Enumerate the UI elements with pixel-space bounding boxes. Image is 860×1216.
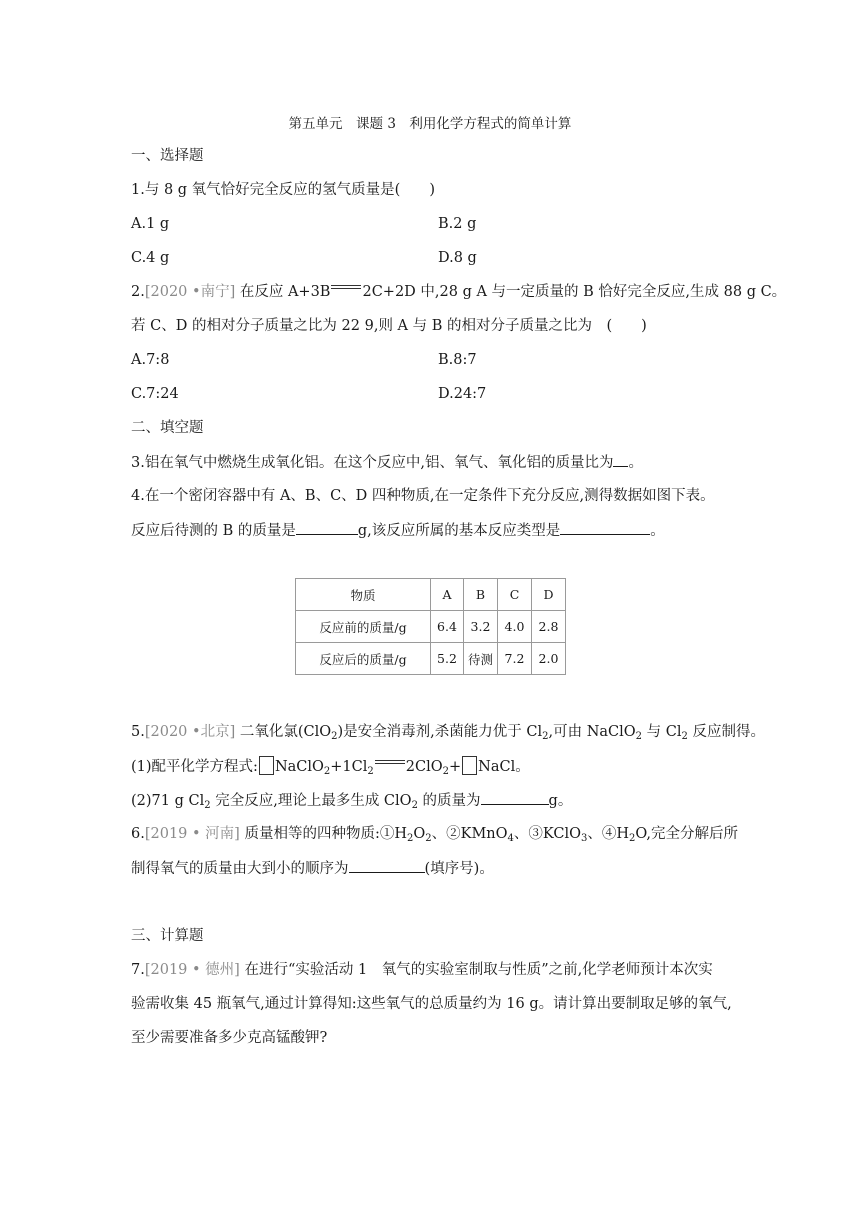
table-cell: 5.2 — [431, 643, 464, 675]
question-3-stem: 3.铝在氧气中燃烧生成氧化铝。在这个反应中,铝、氧气、氧化铝的质量比为 。 — [131, 452, 643, 473]
question-7-line3: 至少需要准备多少克高锰酸钾? — [131, 1030, 328, 1046]
section-heading-choice: 一、选择题 — [131, 148, 204, 164]
question-6-stem: 6.[2019 • 河南] 质量相等的四种物质$:①H_2O_2$、②KMnO$_4$、③KClO$_3$、$④H_2O$,完全分解后所 — [131, 826, 739, 844]
table-header-cell: A — [431, 579, 464, 611]
table-cell: 6.4 — [431, 611, 464, 643]
coefficient-box-2[interactable] — [462, 756, 477, 775]
table-row — [296, 611, 566, 643]
question-6-line2: 制得氧气的质量由大到小的顺序为 (填序号)。 — [131, 858, 494, 879]
question-7-line1: 7.[2019 • 德州] 在进行“实验活动 1 氧气的实验室制取与性质”之前,化学老师预计本次实 — [131, 962, 713, 978]
q1-option-c: C.4 g — [131, 250, 170, 266]
table-header-row — [296, 579, 566, 611]
reaction-mass-table — [295, 578, 566, 675]
q4-answer-blank-2[interactable] — [560, 520, 650, 535]
equals-sign-icon — [375, 758, 405, 768]
section-heading-calc: 三、计算题 — [131, 928, 204, 944]
question-5-stem: 5.[2020 •北京] 二氧化氯(ClO$_2$)是安全消毒剂,杀菌能力优于 $Cl_2$,可由 NaClO$_2$ 与 $Cl_2$ 反应制得。 — [131, 724, 765, 742]
question-7-line2: 验需收集 45 瓶氧气,通过计算得知:这些氧气的总质量约为 16 g。请计算出要制取足够的氧气, — [131, 996, 732, 1012]
table-header-cell: D — [532, 579, 566, 611]
q2-source-tag: [2020 •南宁] — [144, 284, 236, 300]
table-cell: 反应后的质量/g — [296, 643, 431, 675]
q1-option-d: D.8 g — [438, 250, 477, 266]
q2-option-a: A.7:8 — [131, 352, 170, 368]
table-header-cell: B — [464, 579, 498, 611]
equals-sign-icon — [331, 283, 361, 293]
table-row — [296, 643, 566, 675]
q5-source-tag: [2020 •北京] — [144, 724, 236, 740]
question-2-stem: 2.[2020 •南宁] 在反应 A+3B 2C+2D 中,28 g A 与一定质量的 B 恰好完全反应,生成 88 g C。 — [131, 284, 787, 300]
table-cell: 待测 — [464, 643, 498, 675]
table-cell: 3.2 — [464, 611, 498, 643]
table-header-cell: C — [498, 579, 532, 611]
table-cell: 4.0 — [498, 611, 532, 643]
question-4-line2: 反应后待测的 B 的质量是 g,该反应所属的基本反应类型是 。 — [131, 520, 665, 541]
q1-option-a: A.1 g — [131, 216, 170, 232]
q7-source-tag: [2019 • 德州] — [144, 962, 240, 978]
table-cell: 2.0 — [532, 643, 566, 675]
q5-answer-blank[interactable] — [481, 790, 549, 805]
q2-option-d: D.24:7 — [438, 386, 487, 402]
question-1-stem: 1.与 8 g 氧气恰好完全反应的氢气质量是( ) — [131, 182, 435, 198]
q2-option-b: B.8:7 — [438, 352, 477, 368]
question-5-part-1: (1)配平化学方程式: $NaClO_2+1Cl_2$ 2ClO$_2$+ NaCl。 — [131, 756, 530, 777]
q4-answer-blank-1[interactable] — [296, 520, 358, 535]
q6-source-tag: [2019 • 河南] — [144, 826, 240, 842]
page-title: 第五单元 课题 3 利用化学方程式的简单计算 — [288, 116, 572, 132]
q1-option-b: B.2 g — [438, 216, 477, 232]
question-4-line1: 4.在一个密闭容器中有 A、B、C、D 四种物质,在一定条件下充分反应,测得数据如图下表。 — [131, 488, 715, 504]
section-heading-fill: 二、填空题 — [131, 420, 204, 436]
q2-option-c: C.7:24 — [131, 386, 179, 402]
coefficient-box-1[interactable] — [259, 756, 274, 775]
q3-answer-blank[interactable] — [613, 452, 628, 467]
table-cell: 反应前的质量/g — [296, 611, 431, 643]
question-5-part-2: (2)71 g $Cl_2$ 完全反应,理论上最多生成 ClO$_2$ 的质量为 g。 — [131, 790, 572, 811]
q6-answer-blank[interactable] — [349, 858, 425, 873]
table-cell: 7.2 — [498, 643, 532, 675]
table-header-cell: 物质 — [296, 579, 431, 611]
table-cell: 2.8 — [532, 611, 566, 643]
question-2-line2: 若 C、D 的相对分子质量之比为 22 9,则 A 与 B 的相对分子质量之比为 ( ) — [131, 318, 647, 334]
